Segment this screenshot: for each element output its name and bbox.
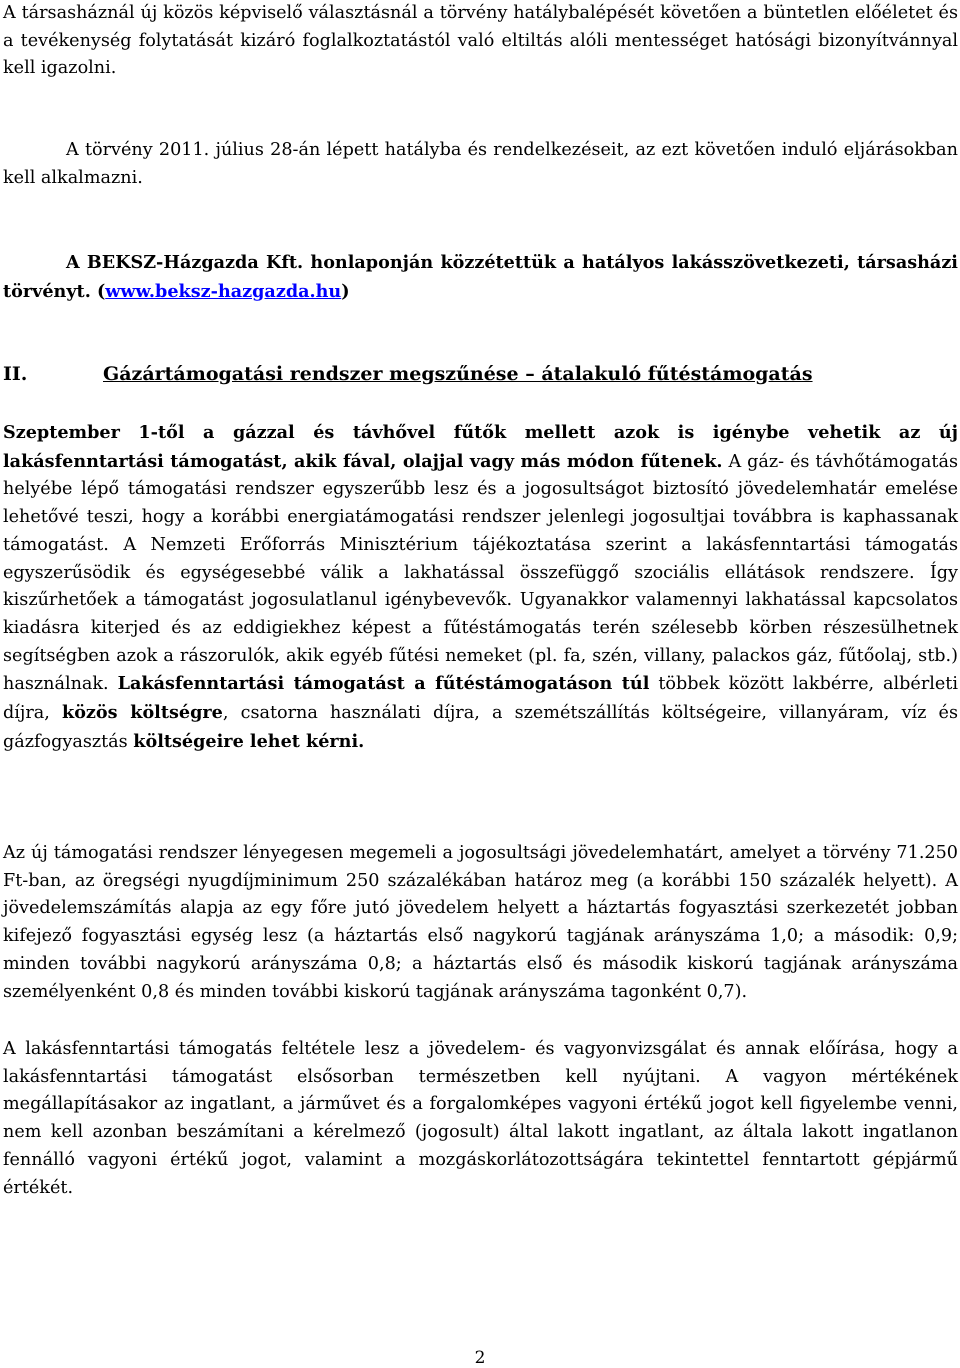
website-link[interactable]: www.beksz-hazgazda.hu: [105, 280, 342, 302]
heating-support-body-3: , csatorna használati díjra, a szemétszállítás költségeire, villanyáram, víz és gázfogyasztás: [3, 703, 959, 752]
heating-support-body: A gáz- és távhőtámogatás helyébe lépő támogatási rendszer egyszerűbb lesz és a jogosultságot biztosító jövedelemhatár emelése lehetővé teszi, hogy a korábbi energiatámogatási rendszer jelenlegi jogosultjai továbbra is kaphassanak támogatást. A Nemzeti Erőforrás Minisztérium tájékoztatása szerint a lakásfenntartási támogatás egyszerűsödik és egységesebbé válik a lakhatással összefüggő szociális ellátások rendszere. Így kiszűrhetőek a támogatást jogosulatlanul igénybevevők. Ugyanakkor valamennyi lakhatással kapcsolatos kiadásra kiterjed és az eddigiekhez képest a fűtéstámogatás terén szélesebb körben részesülhetnek segítségben azok a rászorulók, akik egyéb fűtési nemeket (pl. fa, szén, villany, palackos gáz, fűtőolaj, stb.) használnak.: [3, 451, 958, 695]
paragraph-certificate: A társasháznál új közös képviselő választásnál a törvény hatálybalépését követően a büntetlen előéletet és a tevékenység folytatását kizáró foglalkoztatástól való eltiltás alóli mentességet hatósági bizonyítvánnyal kell igazolni.: [3, 3, 958, 79]
section-heading: [3, 360, 813, 388]
heating-support-emphasis-3: költségeire lehet kérni.: [133, 730, 365, 752]
page-number: 2: [474, 1348, 486, 1368]
paragraph-income-threshold: Az új támogatási rendszer lényegesen megemeli a jogosultsági jövedelemhatárt, amelyet a törvény 71.250 Ft-ban, az öregségi nyugdíjminimum 250 százalékában határoz meg (a korábbi 150 százalék helyett). A jövedelemszámítás alapja az egy főre jutó jövedelem helyett a háztartás fogyasztási szerkezetét jobban kifejező fogyasztási egység lesz (a háztartás első nagykorú tagjának arányszáma 1,0; a második: 0,9; minden további nagykorú arányszáma 0,8; a háztartás első és második kiskorú tagjának arányszáma személyenként 0,8 és minden további kiskorú tagjának arányszáma tagonként 0,7).: [3, 843, 958, 1002]
paragraph-website-notice: [3, 249, 958, 306]
website-notice-close: ): [341, 280, 350, 302]
section-title: Gázártámogatási rendszer megszűnése – átalakuló fűtéstámogatás: [103, 363, 813, 385]
heating-support-lead: Szeptember 1-től a gázzal és távhővel fűtők mellett azok is igénybe vehetik az új lakásfenntartási támogatást, akik fával, olajjal vagy más módon fűtenek.: [3, 422, 958, 472]
heating-support-emphasis-1: Lakásfenntartási támogatást a fűtéstámogatáson túl: [117, 673, 650, 695]
section-number: II.: [3, 363, 28, 385]
paragraph-asset-assessment: A lakásfenntartási támogatás feltétele lesz a jövedelem- és vagyonvizsgálat és annak előírása, hogy a lakásfenntartási támogatást elsősorban természetben kell nyújtani. A vagyon mértékének megállapításakor az ingatlant, a járművet és a forgalomképes vagyoni értékű jogot kell figyelembe venni, nem kell azonban beszámítani a kérelmező (jogosult) által lakott ingatlant, az általa lakott ingatlanon fennálló vagyoni értékű jogot, valamint a mozgáskorlátozottságára tekintettel fenntartott gépjármű értékét.: [3, 1039, 958, 1198]
heating-support-emphasis-2: közös költségre: [62, 702, 223, 724]
paragraph-heating-support: [3, 419, 958, 756]
paragraph-law-effective: A törvény 2011. július 28-án lépett hatályba és rendelkezéseit, az ezt követően induló eljárásokban kell alkalmazni.: [3, 140, 958, 188]
heating-support-body-2: többek között lakbérre, albérleti díjra,: [3, 674, 958, 724]
website-notice-text: A BEKSZ-Házgazda Kft. honlaponján közzétettük a hatályos lakásszövetkezeti, társasházi törvényt. (: [3, 252, 958, 302]
